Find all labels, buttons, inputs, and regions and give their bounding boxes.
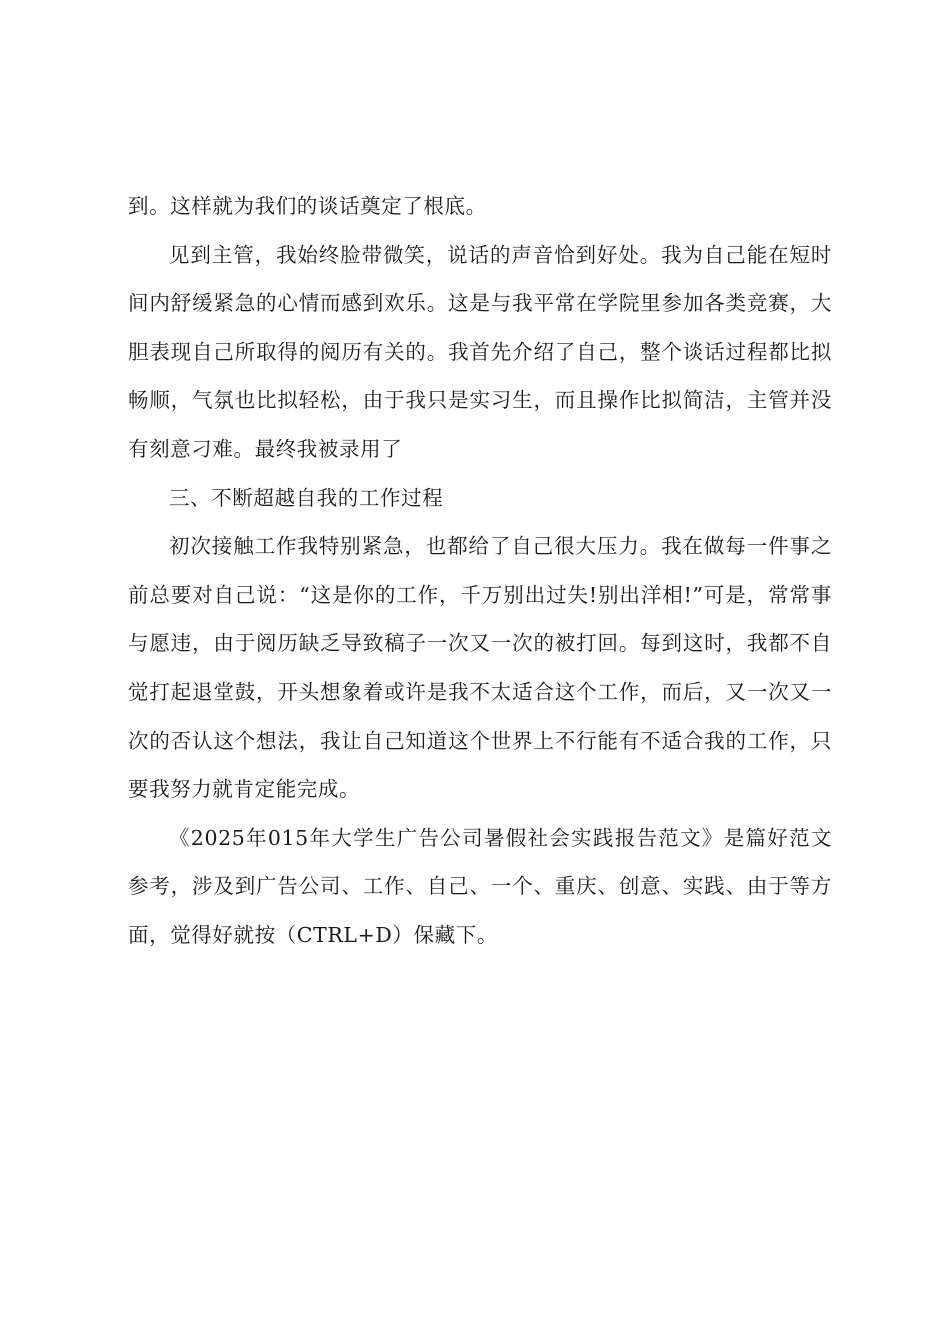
paragraph-closing-note: 《2025年015年大学生广告公司暑假社会实践报告范文》是篇好范文参考，涉及到广告公司、工作、自己、一个、重庆、创意、实践、由于等方面，觉得好就按（CTRL+D）保藏下。 (128, 825, 832, 947)
paragraph-work-process: 初次接触工作我特别紧急，也都给了自己很大压力。我在做每一件事之前总要对自己说：“这是你的工作，千万别出过失!别出洋相!”可是，常常事与愿违，由于阅历缺乏导致稿子一次又一次的被打回。每到这时，我都不自觉打起退堂鼓，开头想象着或许是我不太适合这个工作，而后，又一次又一次的否认这个想法，我让自己知道这个世界上不行能有不适合我的工作，只要我努力就肯定能完成。 (128, 534, 832, 802)
paragraph-interview: 见到主管，我始终脸带微笑，说话的声音恰到好处。我为自己能在短时间内舒缓紧急的心情而感到欢乐。这是与我平常在学院里参加各类竞赛，大胆表现自己所取得的阅历有关的。我首先介绍了自己，整个谈话过程都比拟畅顺，气氛也比拟轻松，由于我只是实习生，而且操作比拟简洁，主管并没有刻意刁难。最终我被录用了 (128, 242, 832, 461)
section-heading: 三、不断超越自我的工作过程 (169, 485, 444, 510)
document-body (128, 182, 832, 960)
paragraph-continuation: 到。这样就为我们的谈话奠定了根底。 (128, 194, 487, 218)
